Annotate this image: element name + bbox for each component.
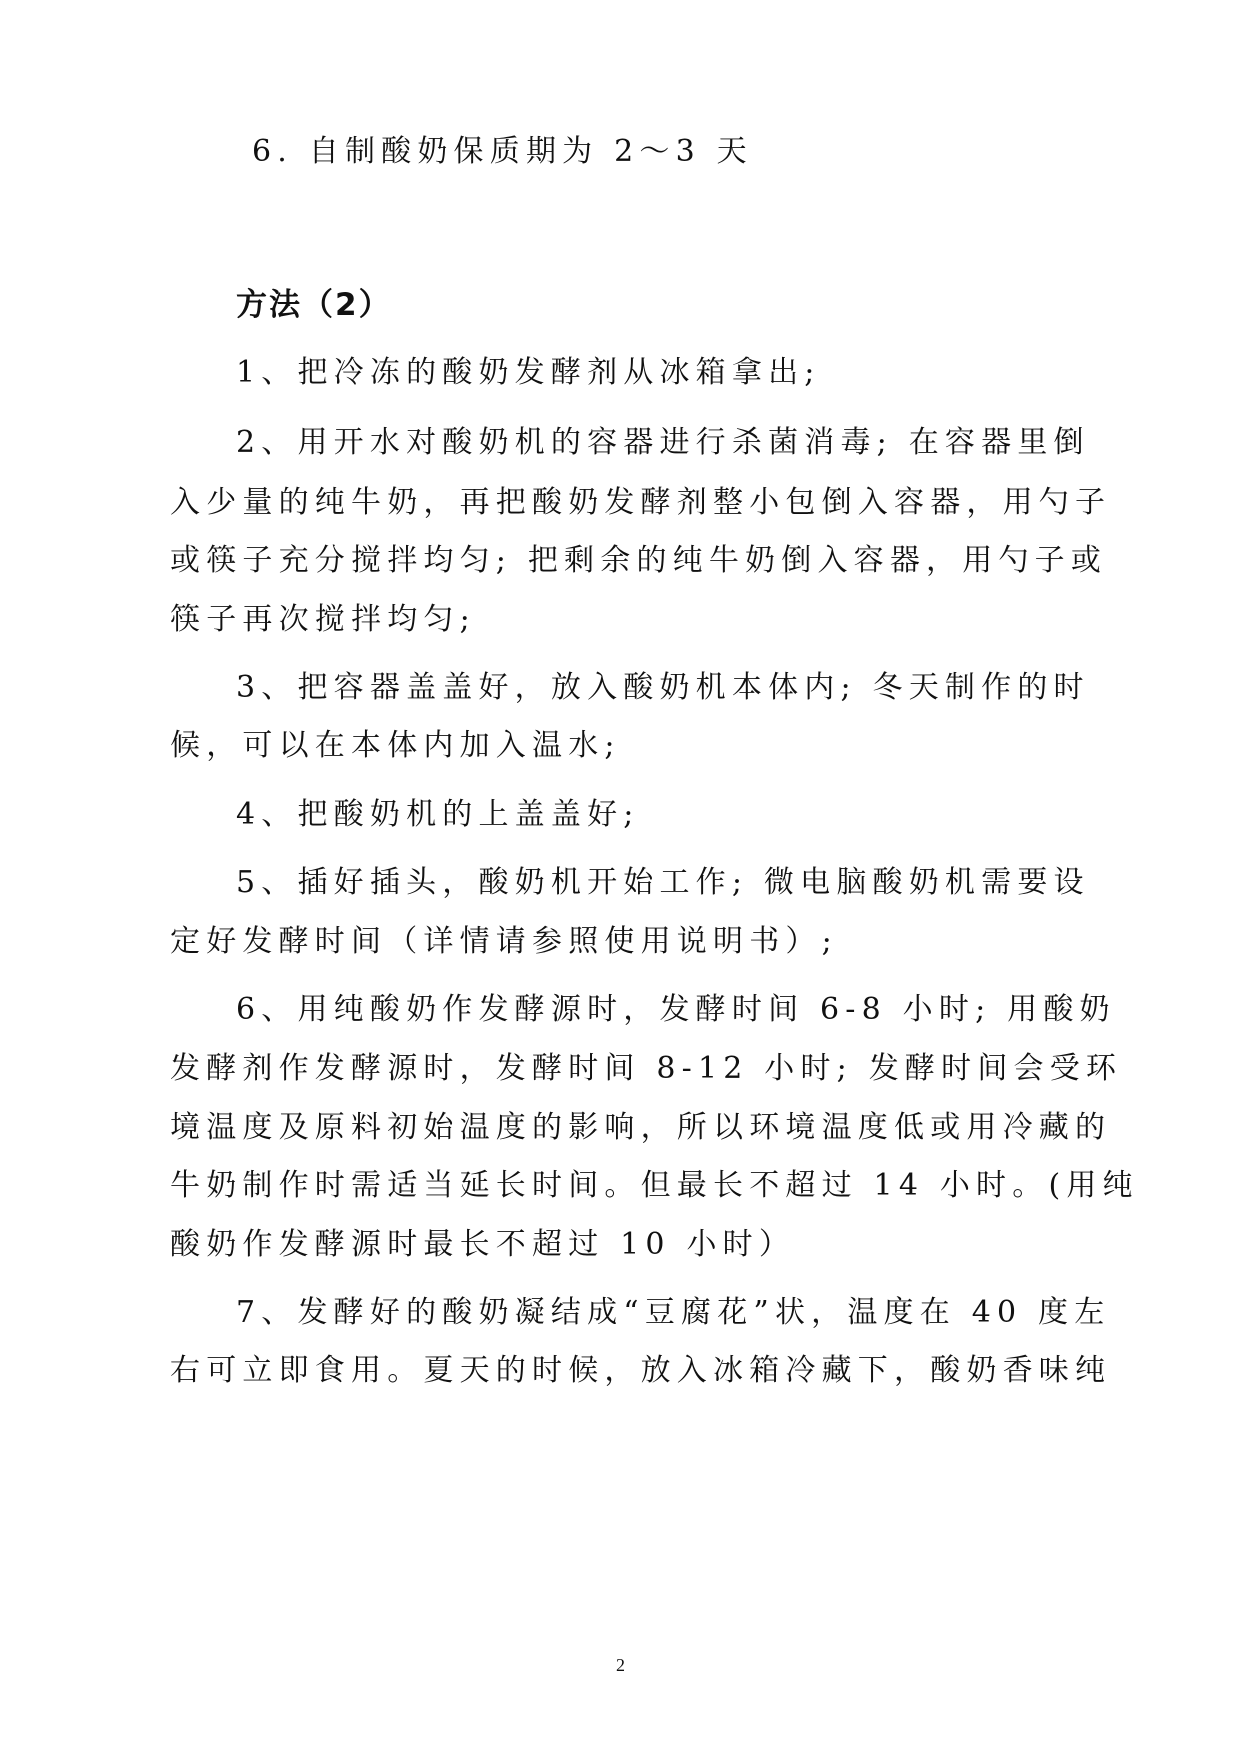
step-6-line-2: 发酵剂作发酵源时，发酵时间 8-12 小时; 发酵时间会受环	[170, 1051, 1123, 1086]
step-6-line-3: 境温度及原料初始温度的影响，所以环境温度低或用冷藏的	[170, 1110, 1112, 1145]
step-2-line-2: 入少量的纯牛奶，再把酸奶发酵剂整小包倒入容器，用勺子	[170, 485, 1112, 520]
step-2-line-4: 筷子再次搅拌均匀;	[170, 602, 476, 637]
method-heading: 方法（2）	[236, 287, 392, 323]
step-5-line-2: 定好发酵时间（详情请参照使用说明书）;	[170, 924, 838, 959]
page-number: 2	[616, 1655, 625, 1675]
text-line-shelf-life: 6. 自制酸奶保质期为 2～3 天	[252, 134, 753, 169]
step-4-line: 4、把酸奶机的上盖盖好;	[236, 797, 640, 832]
step-6-line-4: 牛奶制作时需适当延长时间。但最长不超过 14 小时。(用纯	[170, 1168, 1139, 1203]
step-7-line-2: 右可立即食用。夏天的时候，放入冰箱冷藏下，酸奶香味纯	[170, 1353, 1112, 1388]
step-3-line-2: 候，可以在本体内加入温水;	[170, 728, 621, 763]
step-3-line-1: 3、把容器盖盖好，放入酸奶机本体内; 冬天制作的时	[236, 670, 1090, 705]
step-5-line-1: 5、插好插头，酸奶机开始工作; 微电脑酸奶机需要设	[236, 865, 1090, 900]
step-2-line-3: 或筷子充分搅拌均匀; 把剩余的纯牛奶倒入容器，用勺子或	[170, 543, 1108, 578]
step-2-line-1: 2、用开水对酸奶机的容器进行杀菌消毒; 在容器里倒	[236, 425, 1090, 460]
step-6-line-1: 6、用纯酸奶作发酵源时，发酵时间 6-8 小时; 用酸奶	[236, 992, 1116, 1027]
step-6-line-5: 酸奶作发酵源时最长不超过 10 小时）	[170, 1227, 796, 1262]
step-1-line: 1、把冷冻的酸奶发酵剂从冰箱拿出;	[236, 355, 821, 390]
step-7-line-1: 7、发酵好的酸奶凝结成“豆腐花”状，温度在 40 度左	[236, 1295, 1111, 1330]
